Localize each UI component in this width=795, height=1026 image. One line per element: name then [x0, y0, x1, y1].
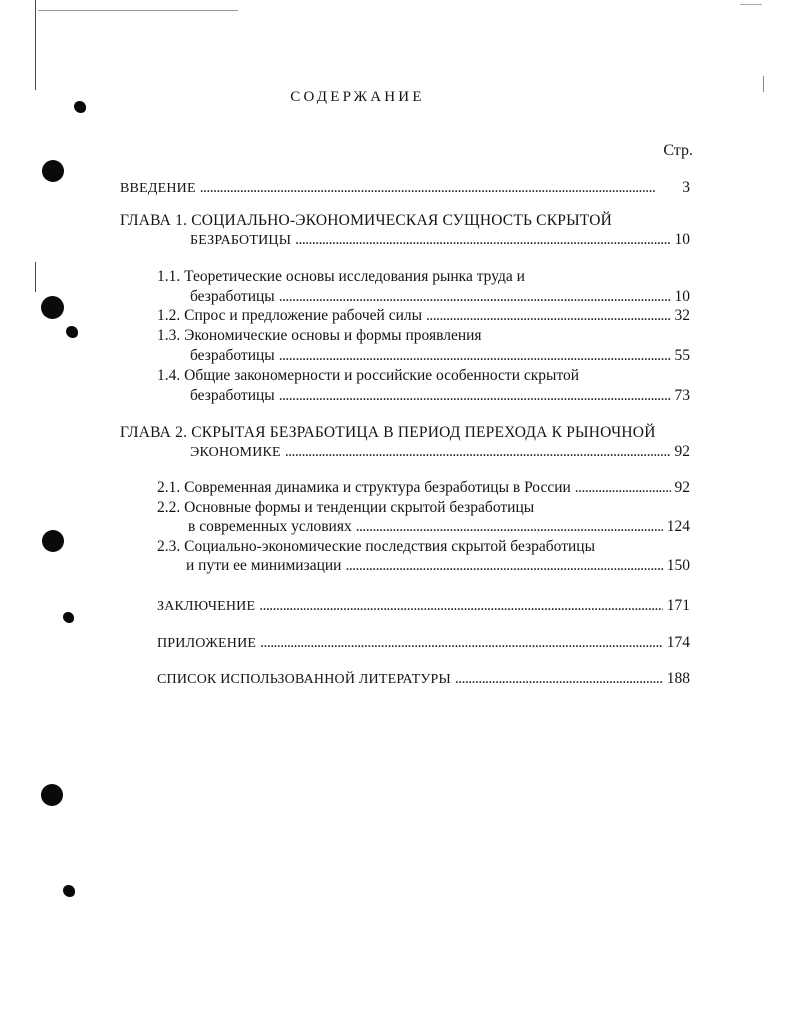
- toc-entry-references[interactable]: [157, 669, 690, 690]
- leader-dots: [455, 669, 663, 689]
- toc-entry-label: 1.2. Спрос и предложение рабочей силы: [157, 307, 423, 324]
- leader-dots: [279, 287, 671, 307]
- binder-hole-mark: [63, 612, 74, 623]
- toc-section-1-3-title[interactable]: 1.3. Экономические основы и формы проявления: [157, 327, 482, 344]
- toc-entry-section-1-4[interactable]: [190, 386, 690, 406]
- leader-dots: [279, 346, 671, 366]
- toc-entry-page: 92: [674, 479, 690, 496]
- toc-entry-appendix[interactable]: [157, 633, 690, 654]
- toc-entry-section-1-2[interactable]: [157, 306, 690, 326]
- toc-entry-conclusion[interactable]: [157, 596, 690, 617]
- binder-hole: [41, 296, 64, 319]
- binder-hole: [42, 530, 64, 552]
- toc-entry-page: 32: [674, 307, 690, 324]
- toc-entry-section-1-3[interactable]: [190, 346, 690, 366]
- toc-entry-section-2-1[interactable]: [157, 478, 690, 498]
- page-title: СОДЕРЖАНИЕ: [290, 89, 425, 105]
- toc-entry-page: 10: [674, 288, 690, 305]
- toc-entry-label: СПИСОК ИСПОЛЬЗОВАННОЙ ЛИТЕРАТУРЫ: [157, 672, 451, 687]
- toc-entry-label: ВВЕДЕНИЕ: [120, 181, 196, 196]
- page-column-label: Стр.: [663, 142, 693, 159]
- scan-border-left: [35, 0, 36, 90]
- toc-section-1-4-title[interactable]: 1.4. Общие закономерности и российские особенности скрытой: [157, 367, 580, 384]
- toc-section-1-1-title[interactable]: 1.1. Теоретические основы исследования рынка труда и: [157, 268, 525, 285]
- toc-entry-label: безработицы: [190, 347, 275, 364]
- leader-dots: [200, 178, 679, 198]
- toc-entry-section-2-3[interactable]: [186, 556, 690, 576]
- binder-hole-mark: [63, 885, 75, 897]
- toc-entry-page: 124: [666, 518, 690, 535]
- toc-entry-page: 10: [674, 231, 690, 248]
- toc-entry-label: ЗАКЛЮЧЕНИЕ: [157, 599, 256, 614]
- toc-entry-chapter-2[interactable]: [190, 442, 690, 463]
- binder-hole-mark: [66, 326, 78, 338]
- leader-dots: [356, 517, 663, 537]
- leader-dots: [575, 478, 671, 498]
- toc-section-2-3-title[interactable]: 2.3. Социально-экономические последствия скрытой безработицы: [157, 538, 596, 555]
- toc-chapter-2-title[interactable]: ГЛАВА 2. СКРЫТАЯ БЕЗРАБОТИЦА В ПЕРИОД ПЕРЕХОДА К РЫНОЧНОЙ: [120, 424, 656, 441]
- toc-entry-label: в современных условиях: [188, 518, 352, 535]
- toc-entry-label: 2.1. Современная динамика и структура безработицы в России: [157, 479, 571, 496]
- toc-entry-section-1-1[interactable]: [190, 287, 690, 307]
- toc-entry-page: 55: [674, 347, 690, 364]
- leader-dots: [279, 386, 671, 406]
- scan-mark-right: [763, 76, 764, 92]
- toc-entry-label: ПРИЛОЖЕНИЕ: [157, 636, 257, 651]
- toc-entry-chapter-1[interactable]: [190, 230, 690, 251]
- toc-entry-label: БЕЗРАБОТИЦЫ: [190, 233, 292, 248]
- leader-dots: [295, 230, 670, 250]
- leader-dots: [426, 306, 670, 326]
- toc-section-2-2-title[interactable]: 2.2. Основные формы и тенденции скрытой безработицы: [157, 499, 535, 516]
- scan-mark-top-right: [740, 4, 762, 5]
- toc-entry-page: 92: [674, 443, 690, 460]
- toc-entry-page: 73: [674, 387, 690, 404]
- toc-entry-label: ЭКОНОМИКЕ: [190, 445, 281, 460]
- toc-entry-page: 150: [666, 557, 690, 574]
- toc-entry-intro[interactable]: [120, 178, 690, 199]
- toc-entry-page: 171: [666, 597, 690, 614]
- toc-entry-page: 3: [682, 179, 690, 196]
- toc-entry-label: безработицы: [190, 387, 275, 404]
- binder-hole: [42, 160, 64, 182]
- toc-entry-label: и пути ее минимизации: [186, 557, 342, 574]
- scan-border-left-lower: [35, 262, 36, 292]
- toc-entry-page: 188: [666, 670, 690, 687]
- scan-border-top: [38, 10, 238, 11]
- toc-entry-section-2-2[interactable]: [188, 517, 690, 537]
- leader-dots: [259, 596, 663, 616]
- leader-dots: [285, 442, 671, 462]
- leader-dots: [345, 556, 662, 576]
- toc-entry-page: 174: [666, 634, 690, 651]
- leader-dots: [260, 633, 663, 653]
- binder-hole: [41, 784, 63, 806]
- toc-entry-label: безработицы: [190, 288, 275, 305]
- toc-chapter-1-title[interactable]: ГЛАВА 1. СОЦИАЛЬНО-ЭКОНОМИЧЕСКАЯ СУЩНОСТЬ СКРЫТОЙ: [120, 212, 613, 229]
